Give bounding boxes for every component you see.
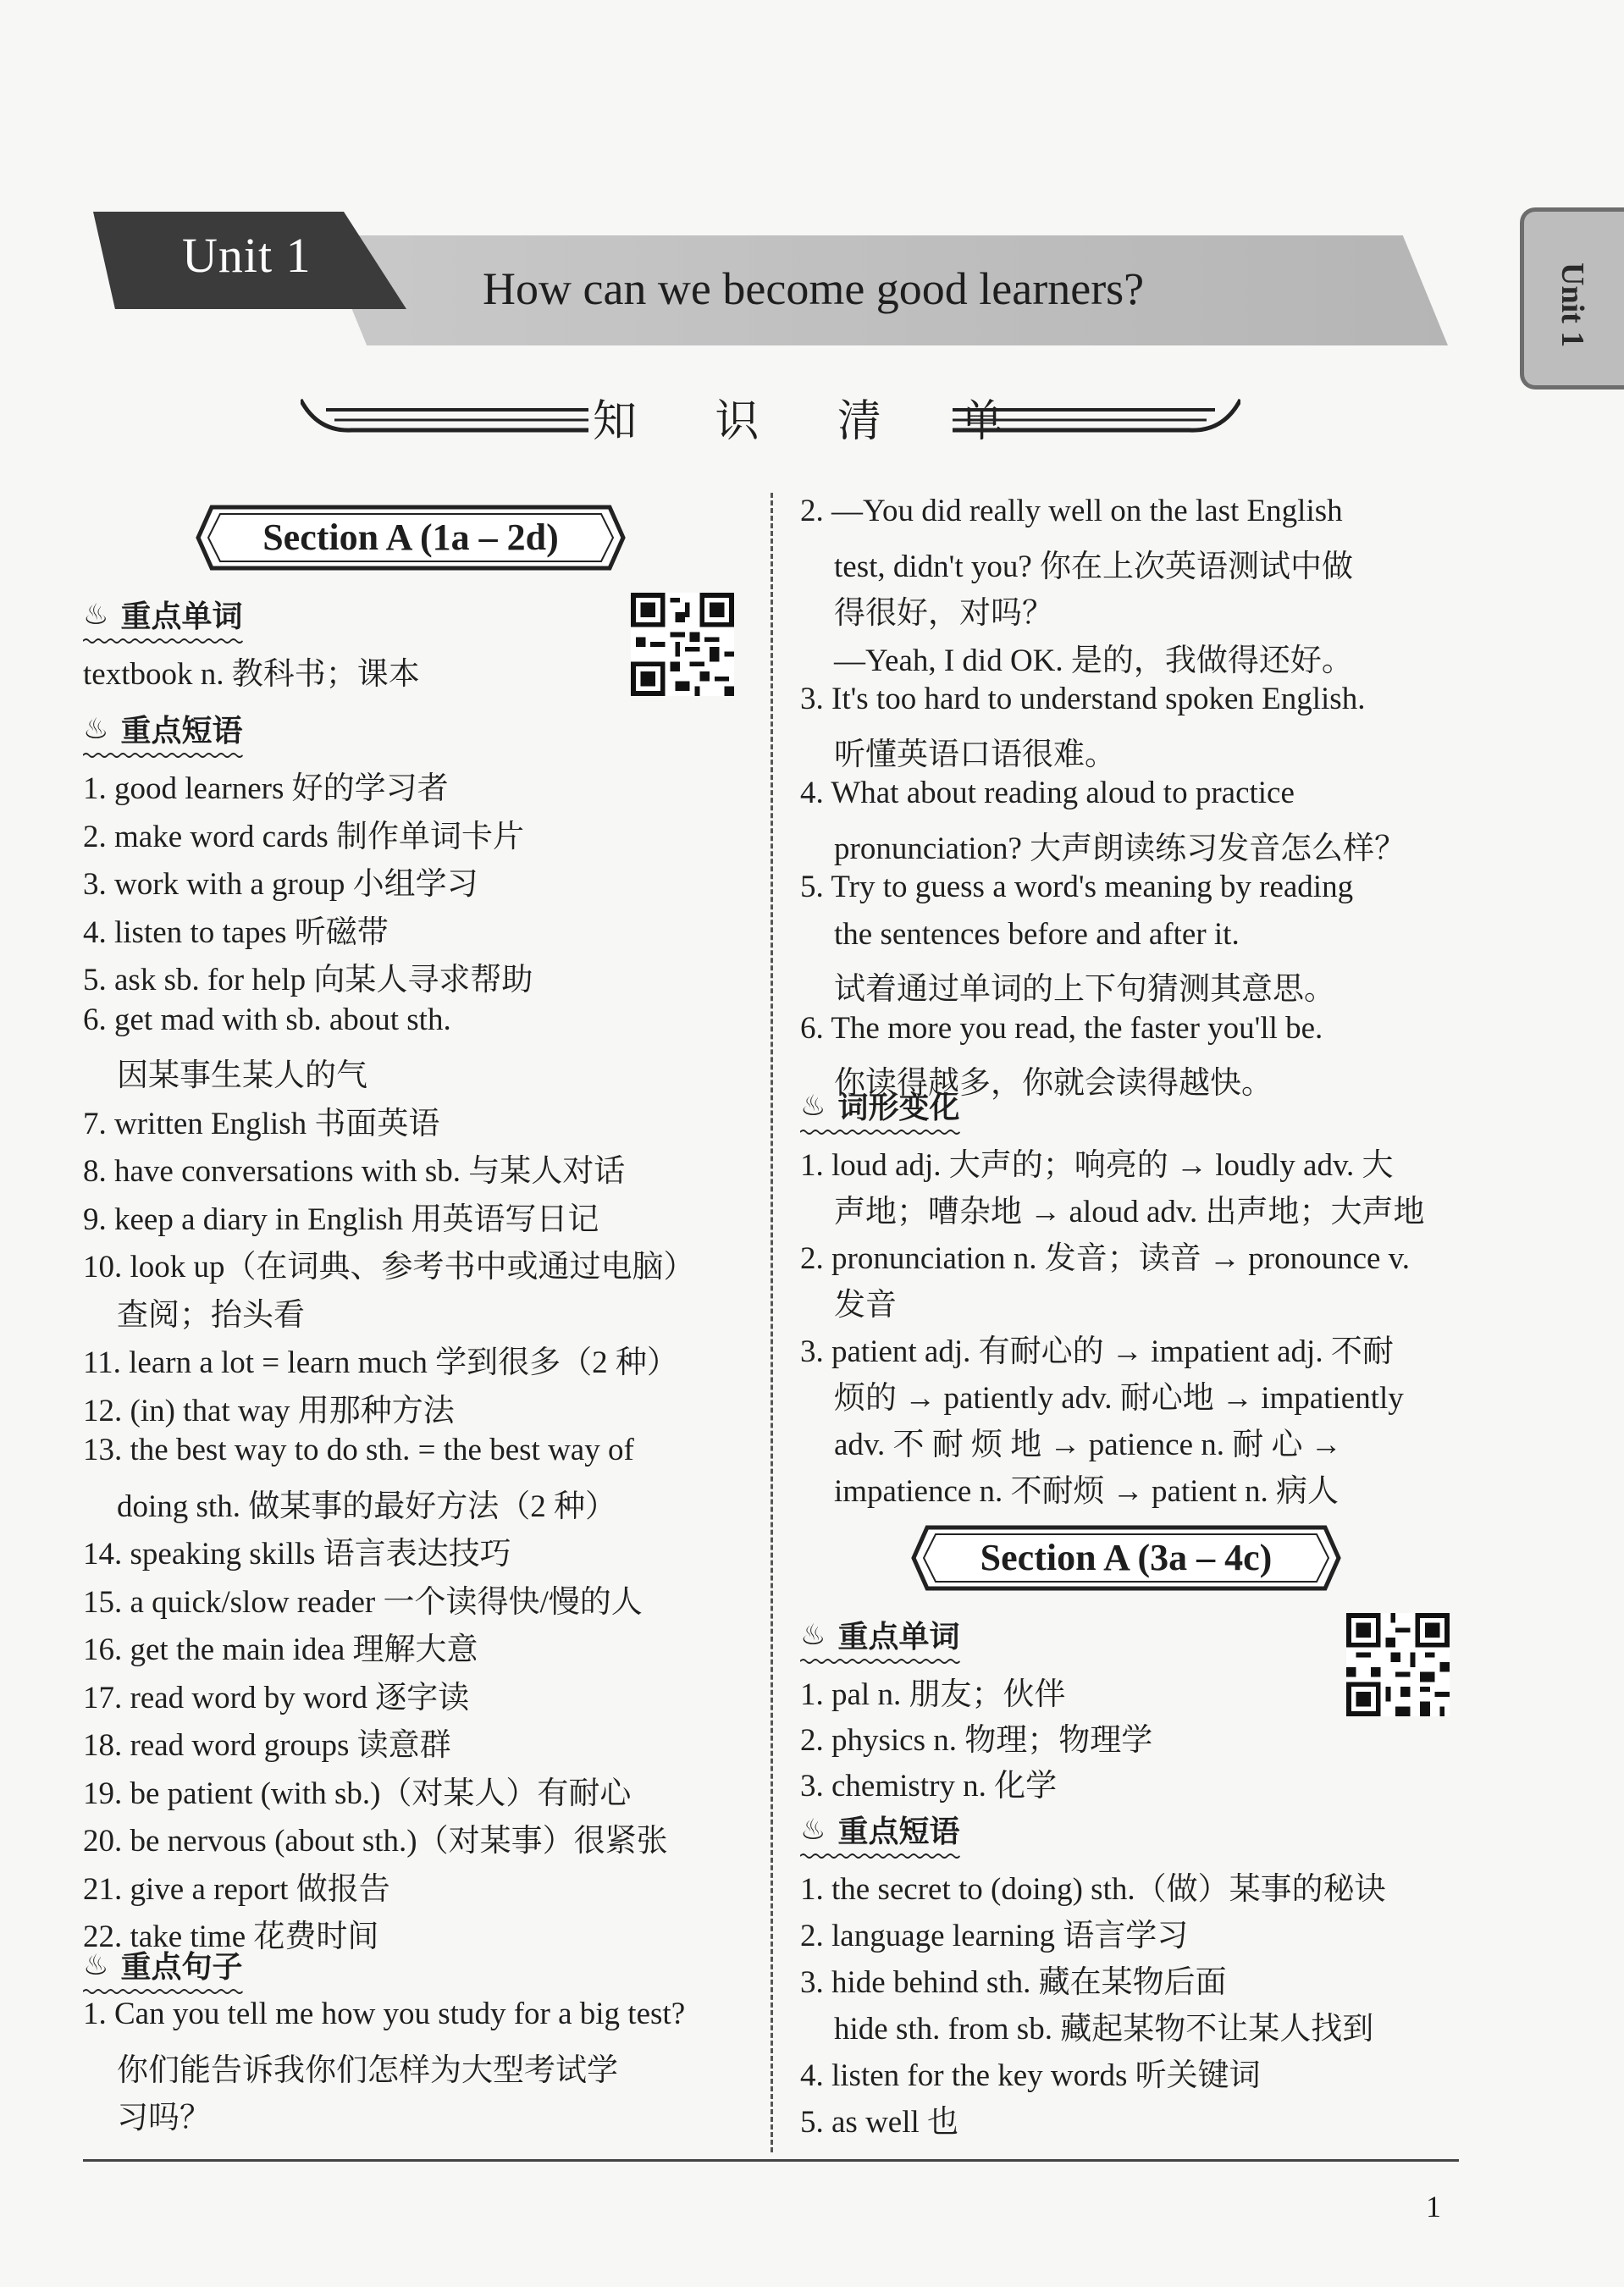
heading-label: 重点单词: [120, 599, 243, 634]
list-item: 3. hide behind sth. 藏在某物后面: [800, 1965, 1227, 2000]
list-item: 得很好，对吗？: [834, 596, 1053, 631]
left-phrases-heading: [83, 707, 243, 750]
list-item: 2. language learning 语言学习: [800, 1919, 1189, 1953]
right-forms-heading: [800, 1084, 960, 1127]
list-item: 9. keep a diary in English 用英语写日记: [83, 1202, 599, 1237]
page-number: 1: [1426, 2190, 1441, 2223]
list-item: 12. (in) that way 用那种方法: [83, 1393, 455, 1428]
list-item: 7. written English 书面英语: [83, 1106, 440, 1141]
footer-rule: [83, 2159, 1459, 2162]
list-item: 3. patient adj. 有耐心的 → impatient adj. 不耐: [800, 1334, 1394, 1369]
list-item: 2. make word cards 制作单词卡片: [83, 819, 524, 854]
right-words-heading: [800, 1613, 960, 1656]
list-item: the sentences before and after it.: [834, 916, 1240, 952]
list-item: 声地；嘈杂地 → aloud adv. 出声地；大声地: [834, 1195, 1425, 1229]
heading-ornament-left: [301, 398, 588, 440]
list-item: 14. speaking skills 语言表达技巧: [83, 1537, 511, 1572]
list-item: 21. give a report 做报告: [83, 1871, 390, 1907]
qr-code-left[interactable]: [631, 593, 734, 696]
unit-side-tab-label: Unit 1: [1555, 262, 1590, 348]
list-item: 2. pronunciation n. 发音；读音 → pronounce v.: [800, 1241, 1411, 1276]
heading-label: 重点短语: [120, 714, 243, 749]
list-item: test, didn't you? 你在上次英语测试中做: [834, 549, 1354, 584]
list-item: adv. 不 耐 烦 地 → patience n. 耐 心 →: [834, 1428, 1342, 1462]
list-item: 你读得越多，你就会读得越快。: [834, 1066, 1273, 1101]
list-item: 4. listen for the key words 听关键词: [800, 2058, 1261, 2093]
list-item: 15. a quick/slow reader 一个读得快/慢的人: [83, 1584, 643, 1620]
list-item: impatience n. 不耐烦 → patient n. 病人: [834, 1474, 1339, 1509]
list-item: 发音: [834, 1288, 897, 1323]
list-item: —Yeah, I did OK. 是的，我做得还好。: [834, 643, 1353, 678]
list-item: 5. ask sb. for help 向某人寻求帮助: [83, 963, 533, 997]
list-item: 2. physics n. 物理；物理学: [800, 1723, 1153, 1758]
list-item: 3. work with a group 小组学习: [83, 867, 478, 902]
list-item: hide sth. from sb. 藏起某物不让某人找到: [834, 2012, 1374, 2047]
list-item: 烦的 → patiently adv. 耐心地 → impatiently: [834, 1381, 1404, 1416]
list-item: 听懂英语口语很难。: [834, 737, 1116, 772]
section-badge-3a-4c: [910, 1524, 1342, 1592]
list-item: 4. listen to tapes 听磁带: [83, 914, 389, 950]
list-item: 3. It's too hard to understand spoken English.: [800, 682, 1366, 716]
heading-ornament-right: [953, 398, 1240, 440]
list-item: 19. be patient (with sb.)（对某人）有耐心: [83, 1776, 632, 1811]
qr-code-right[interactable]: [1346, 1613, 1450, 1716]
list-item: 2. —You did really well on the last English: [800, 494, 1343, 528]
list-item: 5. as well 也: [800, 2105, 959, 2140]
unit-banner: [93, 212, 1448, 356]
unit-label: Unit 1: [182, 228, 312, 283]
heading-label: 重点单词: [837, 1620, 960, 1654]
column-divider: [771, 493, 773, 2152]
right-phrases-heading: [800, 1808, 960, 1851]
list-item: 因某事生某人的气: [117, 1058, 367, 1093]
list-item: 18. read word groups 读意群: [83, 1728, 451, 1763]
hot-spring-icon: ♨: [83, 711, 109, 746]
list-item: 5. Try to guess a word's meaning by reading: [800, 870, 1354, 904]
list-item: 1. the secret to (doing) sth.（做）某事的秘诀: [800, 1872, 1386, 1907]
section-badge-label: Section A (1a – 2d): [262, 517, 559, 558]
section-heading: 知 识 清 单: [593, 396, 1036, 447]
left-words-heading: [83, 593, 243, 636]
list-item: 6. get mad with sb. about sth.: [83, 1002, 451, 1037]
section-badge-1a-2d: [195, 504, 627, 572]
hot-spring-icon: ♨: [800, 1088, 826, 1123]
list-item: 4. What about reading aloud to practice: [800, 776, 1295, 810]
heading-label: 词形变化: [837, 1091, 960, 1125]
list-item: 20. be nervous (about sth.)（对某事）很紧张: [83, 1824, 668, 1859]
hot-spring-icon: ♨: [800, 1812, 826, 1847]
hot-spring-icon: ♨: [800, 1617, 826, 1652]
hot-spring-icon: ♨: [83, 597, 109, 632]
list-item: 16. get the main idea 理解大意: [83, 1632, 478, 1667]
heading-label: 重点句子: [120, 1950, 243, 1985]
list-item: 11. learn a lot = learn much 学到很多（2 种）: [83, 1345, 678, 1380]
list-item: 17. read word by word 逐字读: [83, 1680, 470, 1715]
list-item: 6. The more you read, the faster you'll be.: [800, 1010, 1323, 1046]
heading-label: 重点短语: [837, 1815, 960, 1849]
list-item: 查阅；抬头看: [117, 1297, 305, 1333]
left-word-item: textbook n. 教科书；课本: [83, 657, 420, 692]
list-item: 试着通过单词的上下句猜测其意思。: [834, 972, 1335, 1007]
list-item: 10. look up（在词典、参考书中或通过电脑）: [83, 1250, 695, 1284]
list-item: 22. take time 花费时间: [83, 1920, 379, 1954]
list-item: doing sth. 做某事的最好方法（2 种）: [117, 1489, 616, 1524]
left-sentences-heading: [83, 1943, 243, 1986]
section-badge-label: Section A (3a – 4c): [980, 1537, 1273, 1578]
unit-title: How can we become good learners?: [483, 263, 1145, 314]
list-item: 1. Can you tell me how you study for a big test?: [83, 1997, 686, 2031]
list-item: 1. good learners 好的学习者: [83, 771, 449, 806]
unit-side-tab[interactable]: [1520, 207, 1624, 389]
list-item: 1. pal n. 朋友；伙伴: [800, 1677, 1066, 1712]
list-item: 你们能告诉我你们怎样为大型考试学: [117, 2052, 618, 2088]
list-item: 1. loud adj. 大声的；响亮的 → loudly adv. 大: [800, 1148, 1394, 1183]
list-item: 习吗？: [117, 2101, 211, 2135]
list-item: pronunciation? 大声朗读练习发音怎么样？: [834, 831, 1406, 866]
list-item: 3. chemistry n. 化学: [800, 1769, 1058, 1804]
list-item: 8. have conversations with sb. 与某人对话: [83, 1154, 626, 1189]
hot-spring-icon: ♨: [83, 1947, 109, 1982]
list-item: 13. the best way to do sth. = the best way of: [83, 1433, 634, 1467]
